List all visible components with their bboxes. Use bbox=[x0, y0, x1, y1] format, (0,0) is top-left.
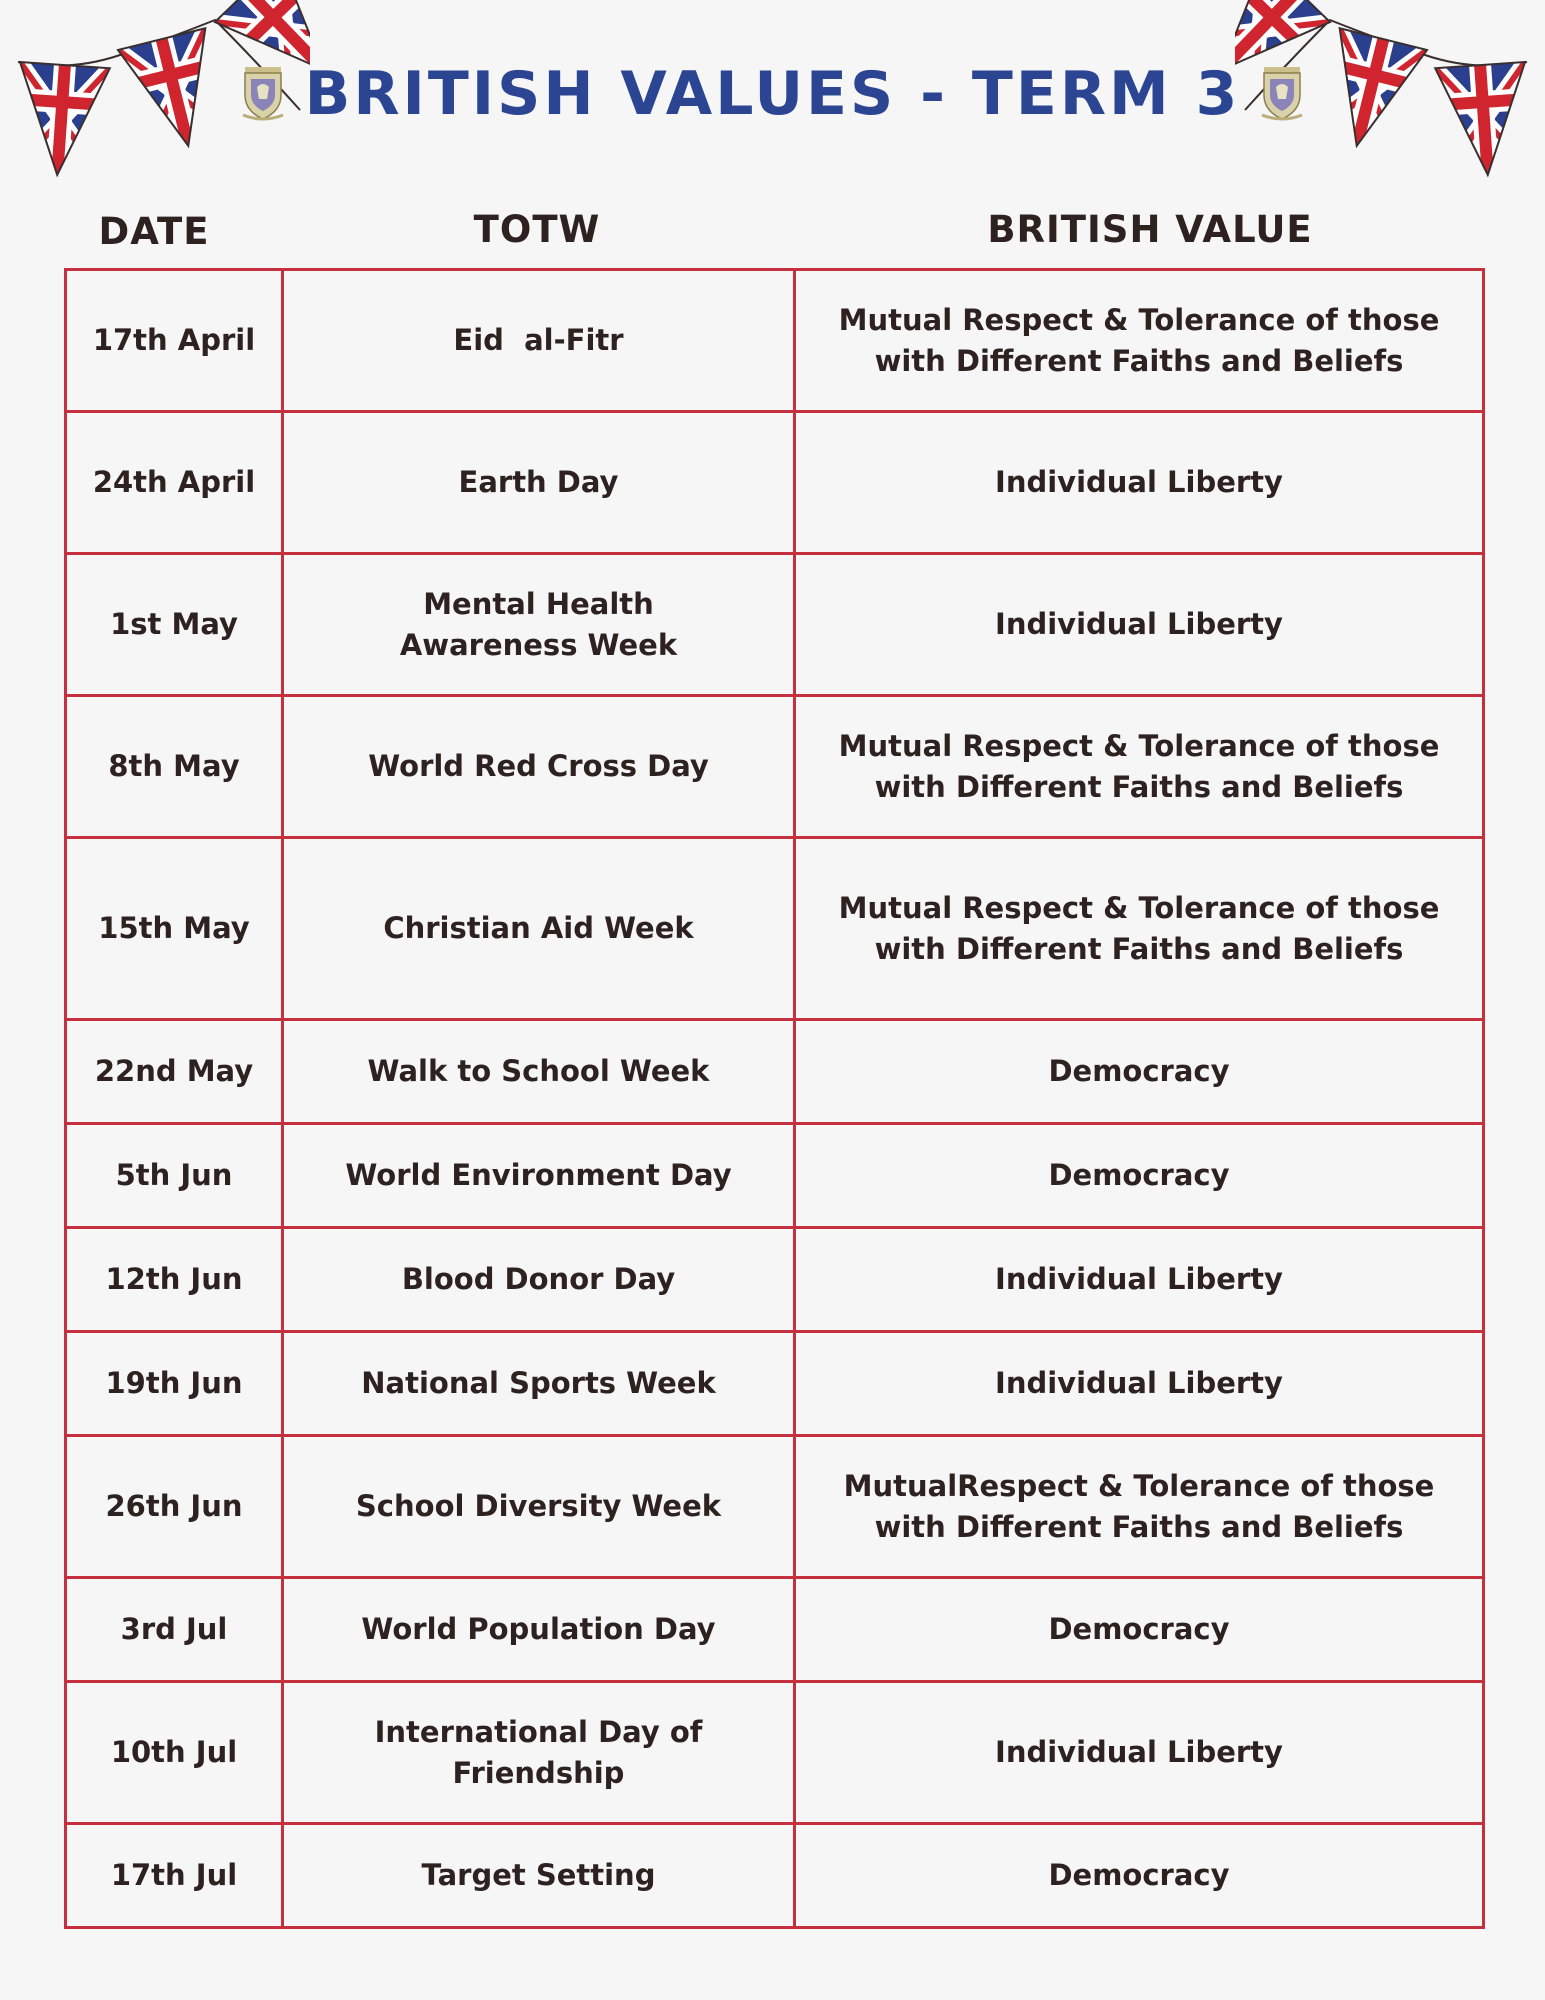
date-cell: 15th May bbox=[66, 838, 283, 1020]
date-cell: 19th Jun bbox=[66, 1332, 283, 1436]
table-row bbox=[66, 1020, 1484, 1124]
totw-cell: International Day of Friendship bbox=[283, 1682, 795, 1824]
table-row bbox=[66, 838, 1484, 1020]
totw-cell: Christian Aid Week bbox=[283, 838, 795, 1020]
totw-cell: Earth Day bbox=[283, 412, 795, 554]
british-value-cell: Democracy bbox=[795, 1578, 1484, 1682]
table-row bbox=[66, 1436, 1484, 1578]
totw-cell: Target Setting bbox=[283, 1824, 795, 1928]
british-value-cell: Democracy bbox=[795, 1020, 1484, 1124]
british-value-cell: Mutual Respect & Tolerance of those with Different Faiths and Beliefs bbox=[795, 696, 1484, 838]
date-cell: 5th Jun bbox=[66, 1124, 283, 1228]
column-headers bbox=[0, 200, 1545, 260]
british-value-cell: MutualRespect & Tolerance of those with Different Faiths and Beliefs bbox=[795, 1436, 1484, 1578]
page-title: BRITISH VALUES - TERM 3 bbox=[304, 59, 1241, 129]
table-row bbox=[66, 554, 1484, 696]
column-header-date: DATE bbox=[98, 210, 210, 253]
table-row bbox=[66, 1578, 1484, 1682]
british-value-cell: Individual Liberty bbox=[795, 1228, 1484, 1332]
date-cell: 1st May bbox=[66, 554, 283, 696]
british-value-cell: Individual Liberty bbox=[795, 1332, 1484, 1436]
table-row bbox=[66, 270, 1484, 412]
date-cell: 12th Jun bbox=[66, 1228, 283, 1332]
totw-cell: School Diversity Week bbox=[283, 1436, 795, 1578]
date-cell: 8th May bbox=[66, 696, 283, 838]
table-row bbox=[66, 1332, 1484, 1436]
table-row bbox=[66, 1824, 1484, 1928]
table-row bbox=[66, 1124, 1484, 1228]
date-cell: 24th April bbox=[66, 412, 283, 554]
date-cell: 17th April bbox=[66, 270, 283, 412]
school-crest-icon bbox=[1260, 65, 1304, 123]
header bbox=[0, 0, 1545, 190]
date-cell: 26th Jun bbox=[66, 1436, 283, 1578]
date-cell: 3rd Jul bbox=[66, 1578, 283, 1682]
british-value-cell: Individual Liberty bbox=[795, 1682, 1484, 1824]
date-cell: 10th Jul bbox=[66, 1682, 283, 1824]
british-value-cell: Democracy bbox=[795, 1124, 1484, 1228]
date-cell: 17th Jul bbox=[66, 1824, 283, 1928]
totw-cell: World Environment Day bbox=[283, 1124, 795, 1228]
column-header-british-value: BRITISH VALUE bbox=[987, 208, 1313, 251]
totw-cell: Eid al-Fitr bbox=[283, 270, 795, 412]
totw-cell: Walk to School Week bbox=[283, 1020, 795, 1124]
totw-cell: National Sports Week bbox=[283, 1332, 795, 1436]
table-row bbox=[66, 696, 1484, 838]
table-row bbox=[66, 1682, 1484, 1824]
british-value-cell: Democracy bbox=[795, 1824, 1484, 1928]
values-table bbox=[64, 268, 1485, 1929]
british-value-cell: Mutual Respect & Tolerance of those with Different Faiths and Beliefs bbox=[795, 270, 1484, 412]
totw-cell: Mental Health Awareness Week bbox=[283, 554, 795, 696]
totw-cell: World Red Cross Day bbox=[283, 696, 795, 838]
table-row bbox=[66, 412, 1484, 554]
title-row bbox=[0, 58, 1545, 130]
british-value-cell: Individual Liberty bbox=[795, 554, 1484, 696]
totw-cell: Blood Donor Day bbox=[283, 1228, 795, 1332]
british-value-cell: Individual Liberty bbox=[795, 412, 1484, 554]
school-crest-icon bbox=[241, 65, 285, 123]
totw-cell: World Population Day bbox=[283, 1578, 795, 1682]
column-header-totw: TOTW bbox=[473, 208, 601, 251]
british-value-cell: Mutual Respect & Tolerance of those with Different Faiths and Beliefs bbox=[795, 838, 1484, 1020]
table-row bbox=[66, 1228, 1484, 1332]
date-cell: 22nd May bbox=[66, 1020, 283, 1124]
